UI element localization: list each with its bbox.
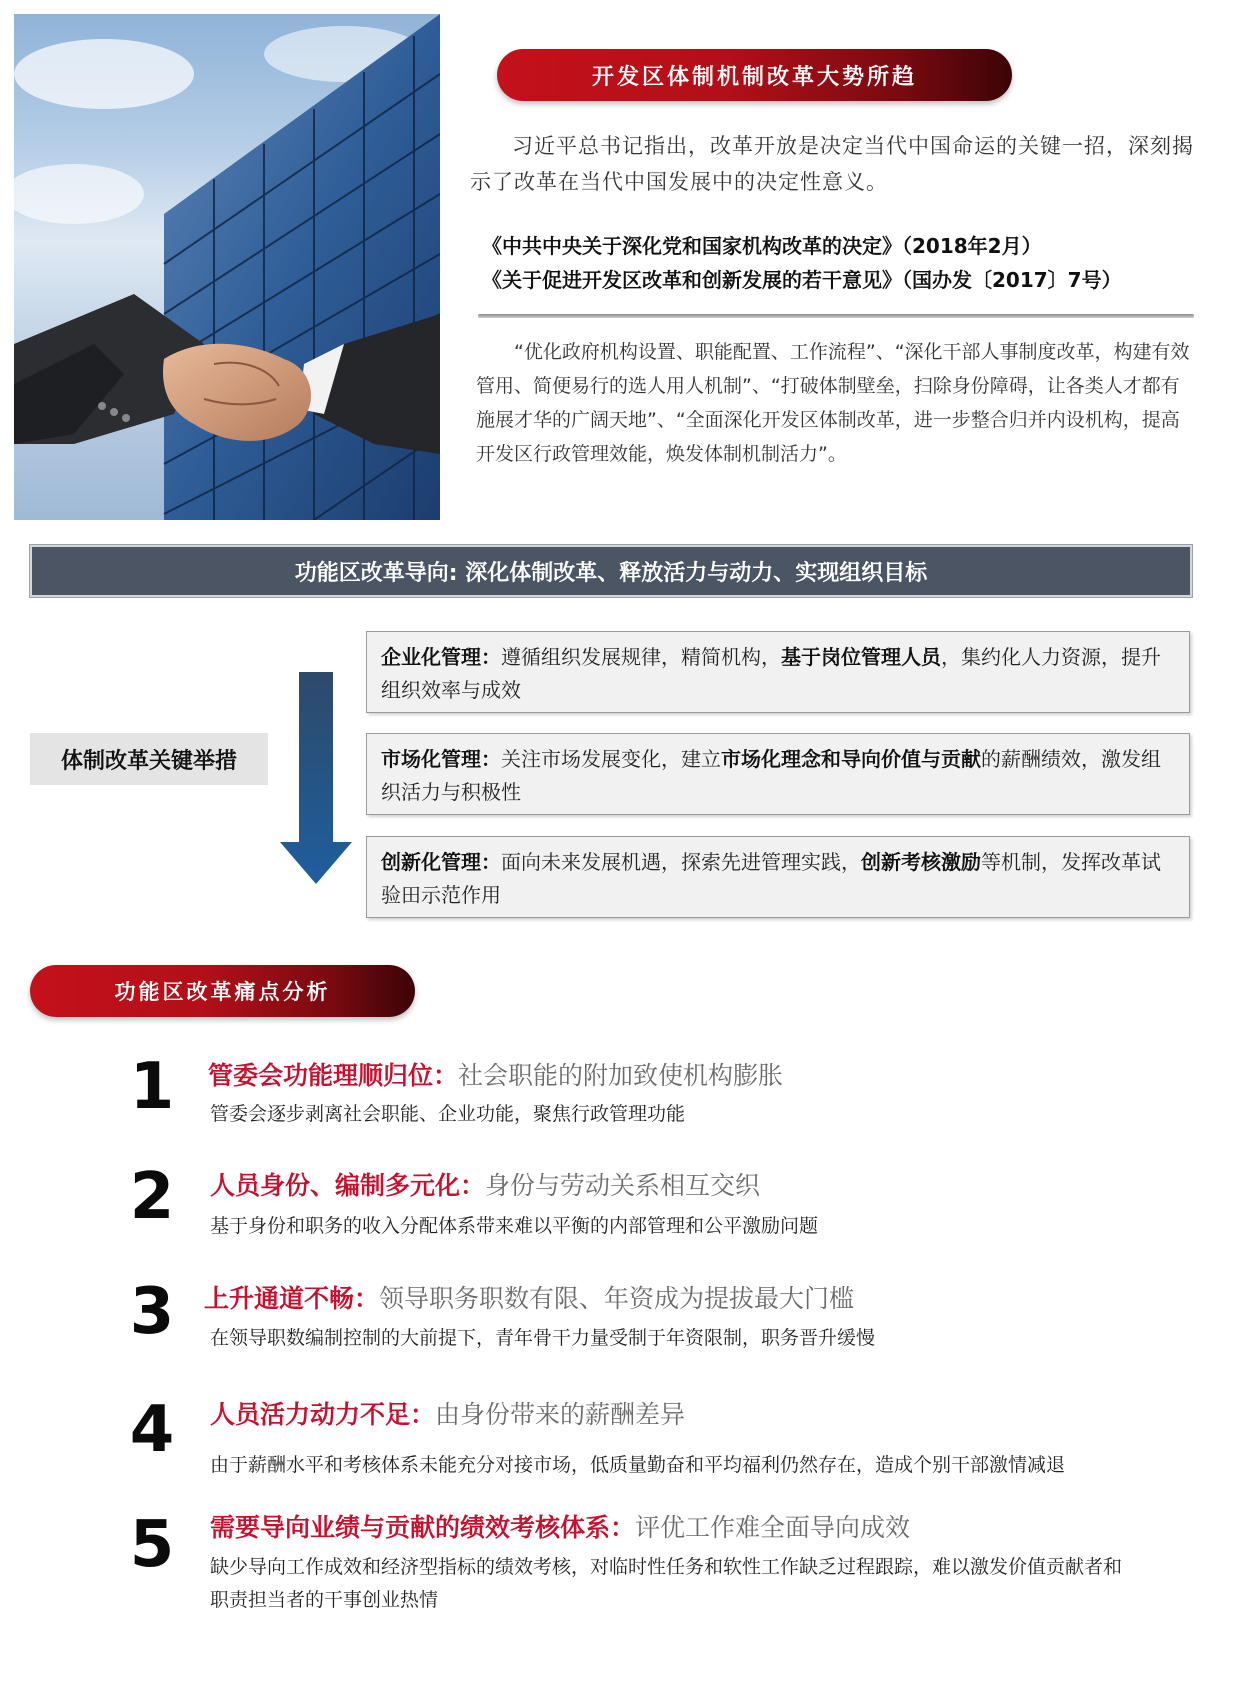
measure-highlight: 市场化理念和导向价值与贡献 (721, 747, 981, 771)
key-measures-label: 体制改革关键举措 (30, 733, 268, 785)
policy-document: 《关于促进开发区改革和创新发展的若干意见》（国办发〔2017〕7号） (482, 268, 1122, 292)
measure-enterprise-management (366, 631, 1190, 713)
section-title-reform-trend: 开发区体制机制改革大势所趋 (497, 49, 1012, 101)
measure-text: 遵循组织发展规律，精简机构， (501, 645, 781, 669)
measure-head: 企业化管理： (381, 645, 501, 669)
policy-quote: “优化政府机构设置、职能配置、工作流程”、“深化干部人事制度改革，构建有效管用、简便易行的选人用人机制”、“打破体制壁垒，扫除身份障碍，让各类人才都有施展才华的广阔天地”、“全面深化开发区体制改革，进一步整合归并内设机构，提高开发区行政管理效能，焕发体制机制活力”。 (476, 341, 1190, 465)
measure-market-management (366, 733, 1190, 815)
item-title: 人员身份、编制多元化： (210, 1171, 486, 1200)
measure-head: 创新化管理： (381, 850, 501, 874)
item-title: 需要导向业绩与贡献的绩效考核体系： (210, 1513, 636, 1542)
item-heading (208, 1056, 783, 1092)
item-description: 缺少导向工作成效和经济型指标的绩效考核，对临时性任务和软性工作缺乏过程跟踪，难以激发价值贡献者和职责担当者的干事创业热情 (210, 1556, 1123, 1611)
policy-document: 《中共中央关于深化党和国家机构改革的决定》（2018年2月） (482, 234, 1042, 258)
section-title-pain-points: 功能区改革痛点分析 (30, 965, 415, 1017)
item-subtitle: 社会职能的附加致使机构膨胀 (458, 1061, 784, 1090)
measure-text: ，集约化人力资源，提升组织效率与成效 (381, 645, 1161, 702)
item-heading (210, 1166, 760, 1202)
down-arrow-icon (280, 672, 352, 884)
item-title: 上升通道不畅： (204, 1284, 380, 1313)
item-heading (210, 1508, 910, 1544)
item-subtitle: 由身份带来的薪酬差异 (435, 1400, 686, 1429)
measure-head: 市场化管理： (381, 747, 501, 771)
item-subtitle: 领导职务职数有限、年资成为提拔最大门槛 (379, 1284, 855, 1313)
handshake-skyscraper-image (14, 14, 440, 520)
measure-text: 面向未来发展机遇，探索先进管理实践， (501, 850, 861, 874)
hero-image (14, 14, 440, 520)
measure-highlight: 创新考核激励 (861, 850, 981, 874)
measure-text: 的薪酬绩效，激发组织活力与积极性 (381, 747, 1161, 804)
item-subtitle: 评优工作难全面导向成效 (635, 1513, 911, 1542)
item-number: 1 (129, 1050, 175, 1124)
policy-documents (482, 229, 1122, 297)
item-description: 由于薪酬水平和考核体系未能充分对接市场，低质量勤奋和平均福利仍然存在，造成个别干部激情减退 (210, 1454, 1066, 1476)
item-description: 基于身份和职务的收入分配体系带来难以平衡的内部管理和公平激励问题 (210, 1215, 819, 1237)
item-number: 2 (129, 1160, 175, 1234)
reform-direction-banner: 功能区改革导向: 深化体制改革、释放活力与动力、实现组织目标 (30, 545, 1192, 597)
item-number: 5 (129, 1508, 175, 1582)
item-heading (204, 1279, 854, 1315)
item-title: 人员活力动力不足： (210, 1400, 436, 1429)
intro-paragraph: 习近平总书记指出，改革开放是决定当代中国命运的关键一招，深刻揭示了改革在当代中国发展中的决定性意义。 (470, 134, 1194, 194)
measure-text: 等机制，发挥改革试验田示范作用 (381, 850, 1161, 907)
measure-innovation-management (366, 836, 1190, 918)
item-number: 4 (129, 1393, 175, 1467)
item-number: 3 (129, 1275, 175, 1349)
item-heading (210, 1395, 685, 1431)
divider (478, 314, 1194, 318)
measure-text: 关注市场发展变化，建立 (501, 747, 721, 771)
item-description: 在领导职数编制控制的大前提下，青年骨干力量受制于年资限制，职务晋升缓慢 (210, 1327, 876, 1349)
item-subtitle: 身份与劳动关系相互交织 (485, 1171, 761, 1200)
item-description: 管委会逐步剥离社会职能、企业功能，聚焦行政管理功能 (210, 1103, 686, 1125)
measure-highlight: 基于岗位管理人员 (781, 645, 941, 669)
item-title: 管委会功能理顺归位： (208, 1061, 459, 1090)
